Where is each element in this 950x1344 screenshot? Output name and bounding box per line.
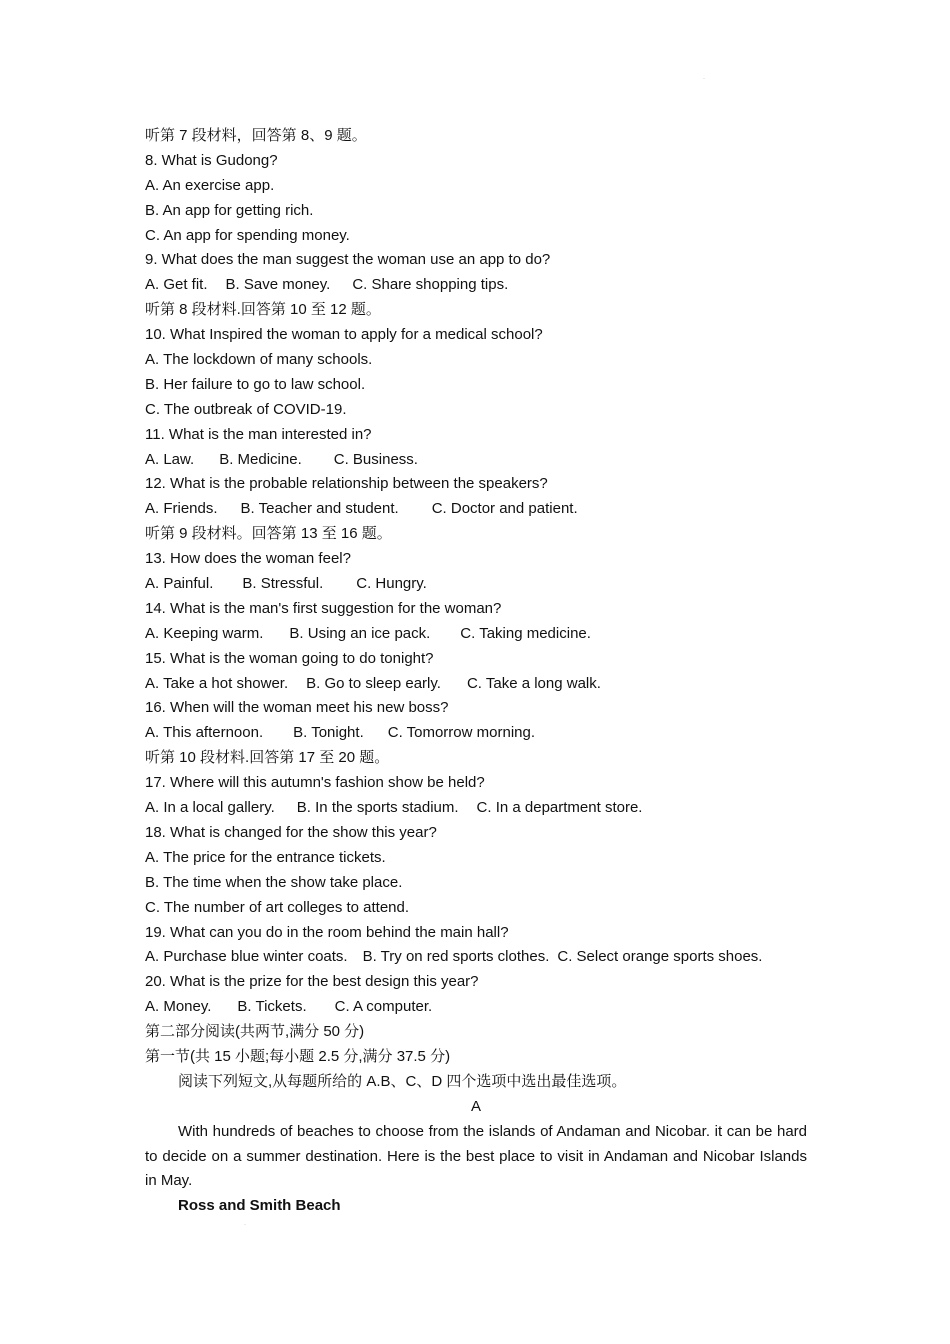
question-text: 13. How does the woman feel? — [145, 550, 351, 568]
answer-options-row — [145, 572, 807, 597]
answer-option: B. Tonight. — [293, 724, 364, 742]
answer-options-row — [145, 945, 807, 970]
passage-label: A — [470, 1097, 481, 1115]
answer-option: C. Doctor and patient. — [431, 500, 578, 518]
answer-option: A. Friends. — [145, 500, 218, 518]
answer-option: B. Stressful. — [242, 575, 324, 593]
question-text: 16. When will the woman meet his new boss? — [145, 699, 449, 717]
answer-option: A. Law. — [145, 450, 195, 468]
scan-dot: · — [703, 76, 705, 82]
answer-options-row — [145, 672, 807, 697]
answer-options-row — [145, 721, 807, 746]
listening-section — [145, 124, 807, 1020]
answer-option: B. Tickets. — [237, 998, 307, 1016]
answer-option: B. Save money. — [225, 276, 331, 294]
answer-option: C. Hungry. — [356, 575, 427, 593]
passage-subheading: Ross and Smith Beach — [178, 1197, 341, 1215]
question-text: 12. What is the probable relationship between the speakers? — [145, 475, 548, 493]
answer-options-row — [145, 995, 807, 1020]
answer-option: B. Try on red sports clothes. — [362, 948, 550, 966]
question-text: 19. What can you do in the room behind the main hall? — [145, 923, 509, 941]
answer-options-row — [145, 497, 807, 522]
answer-option: C. Share shopping tips. — [352, 276, 509, 294]
answer-options-row — [145, 273, 807, 298]
answer-option: B. Her failure to go to law school. — [145, 375, 366, 393]
question-text: 8. What is Gudong? — [145, 151, 278, 169]
question-text: 14. What is the man's first suggestion for the woman? — [145, 599, 502, 617]
question-text: 17. Where will this autumn's fashion show be held? — [145, 774, 485, 792]
section-heading: 听第 10 段材料.回答第 17 至 20 题。 — [145, 749, 390, 767]
question-text: 18. What is changed for the show this year? — [145, 823, 437, 841]
section-heading: 听第 7 段材料，回答第 8、9 题。 — [145, 127, 367, 144]
answer-options-row — [145, 622, 807, 647]
question-text: 11. What is the man interested in? — [145, 425, 372, 443]
answer-option: A. Get fit. — [145, 276, 208, 294]
answer-option: C. A computer. — [334, 998, 433, 1016]
question-text: 15. What is the woman going to do tonight? — [145, 649, 434, 667]
answer-option: C. Business. — [333, 450, 418, 468]
answer-option: A. The price for the entrance tickets. — [145, 848, 386, 866]
answer-option: C. Tomorrow morning. — [387, 724, 536, 742]
answer-options-row — [145, 796, 807, 821]
reading-instruction: 阅读下列短文,从每题所给的 A.B、C、D 四个选项中选出最佳选项。 — [178, 1072, 627, 1090]
answer-option: A. The lockdown of many schools. — [145, 351, 373, 369]
answer-option: B. Teacher and student. — [240, 500, 399, 518]
question-text: 20. What is the prize for the best design this year? — [145, 973, 479, 991]
answer-option: B. Using an ice pack. — [289, 624, 431, 642]
answer-option: B. An app for getting rich. — [145, 201, 314, 219]
answer-option: A. Money. — [145, 998, 212, 1016]
answer-option: C. Select orange sports shoes. — [557, 948, 763, 966]
answer-option: B. Medicine. — [219, 450, 302, 468]
answer-option: C. Take a long walk. — [466, 674, 601, 692]
section-heading: 听第 8 段材料.回答第 10 至 12 题。 — [145, 301, 381, 319]
question-text: 9. What does the man suggest the woman use an app to do? — [145, 251, 551, 269]
answer-option: B. The time when the show take place. — [145, 873, 403, 891]
part2-title: 第二部分阅读(共两节,满分 50 分) — [145, 1023, 365, 1041]
answer-option: C. In a department store. — [476, 799, 643, 817]
answer-options-row — [145, 448, 807, 473]
answer-option: C. An app for spending money. — [145, 226, 350, 244]
question-text: 10. What Inspired the woman to apply for a medical school? — [145, 326, 543, 344]
passage-paragraph: With hundreds of beaches to choose from the islands of Andaman and Nicobar. it can be hard to decide on a summer destination. Here is the best place to visit in Andaman and Nicobar Islands in May. — [145, 1122, 807, 1190]
answer-option: A. Painful. — [145, 575, 214, 593]
answer-option: A. Keeping warm. — [145, 624, 264, 642]
answer-option: A. In a local gallery. — [145, 799, 275, 817]
answer-option: A. This afternoon. — [145, 724, 264, 742]
answer-option: C. The number of art colleges to attend. — [145, 898, 410, 916]
answer-option: C. Taking medicine. — [460, 624, 591, 642]
answer-option: A. Take a hot shower. — [145, 674, 289, 692]
exam-page — [145, 124, 807, 1219]
scan-dot: · — [244, 1222, 246, 1228]
answer-option: A. Purchase blue winter coats. — [145, 948, 348, 966]
answer-option: C. The outbreak of COVID-19. — [145, 400, 347, 418]
section1-heading: 第一节(共 15 小题;每小题 2.5 分,满分 37.5 分) — [145, 1047, 451, 1065]
section-heading: 听第 9 段材料。回答第 13 至 16 题。 — [145, 525, 392, 543]
answer-option: B. In the sports stadium. — [296, 799, 459, 817]
answer-option: B. Go to sleep early. — [306, 674, 441, 692]
answer-option: A. An exercise app. — [145, 176, 275, 194]
